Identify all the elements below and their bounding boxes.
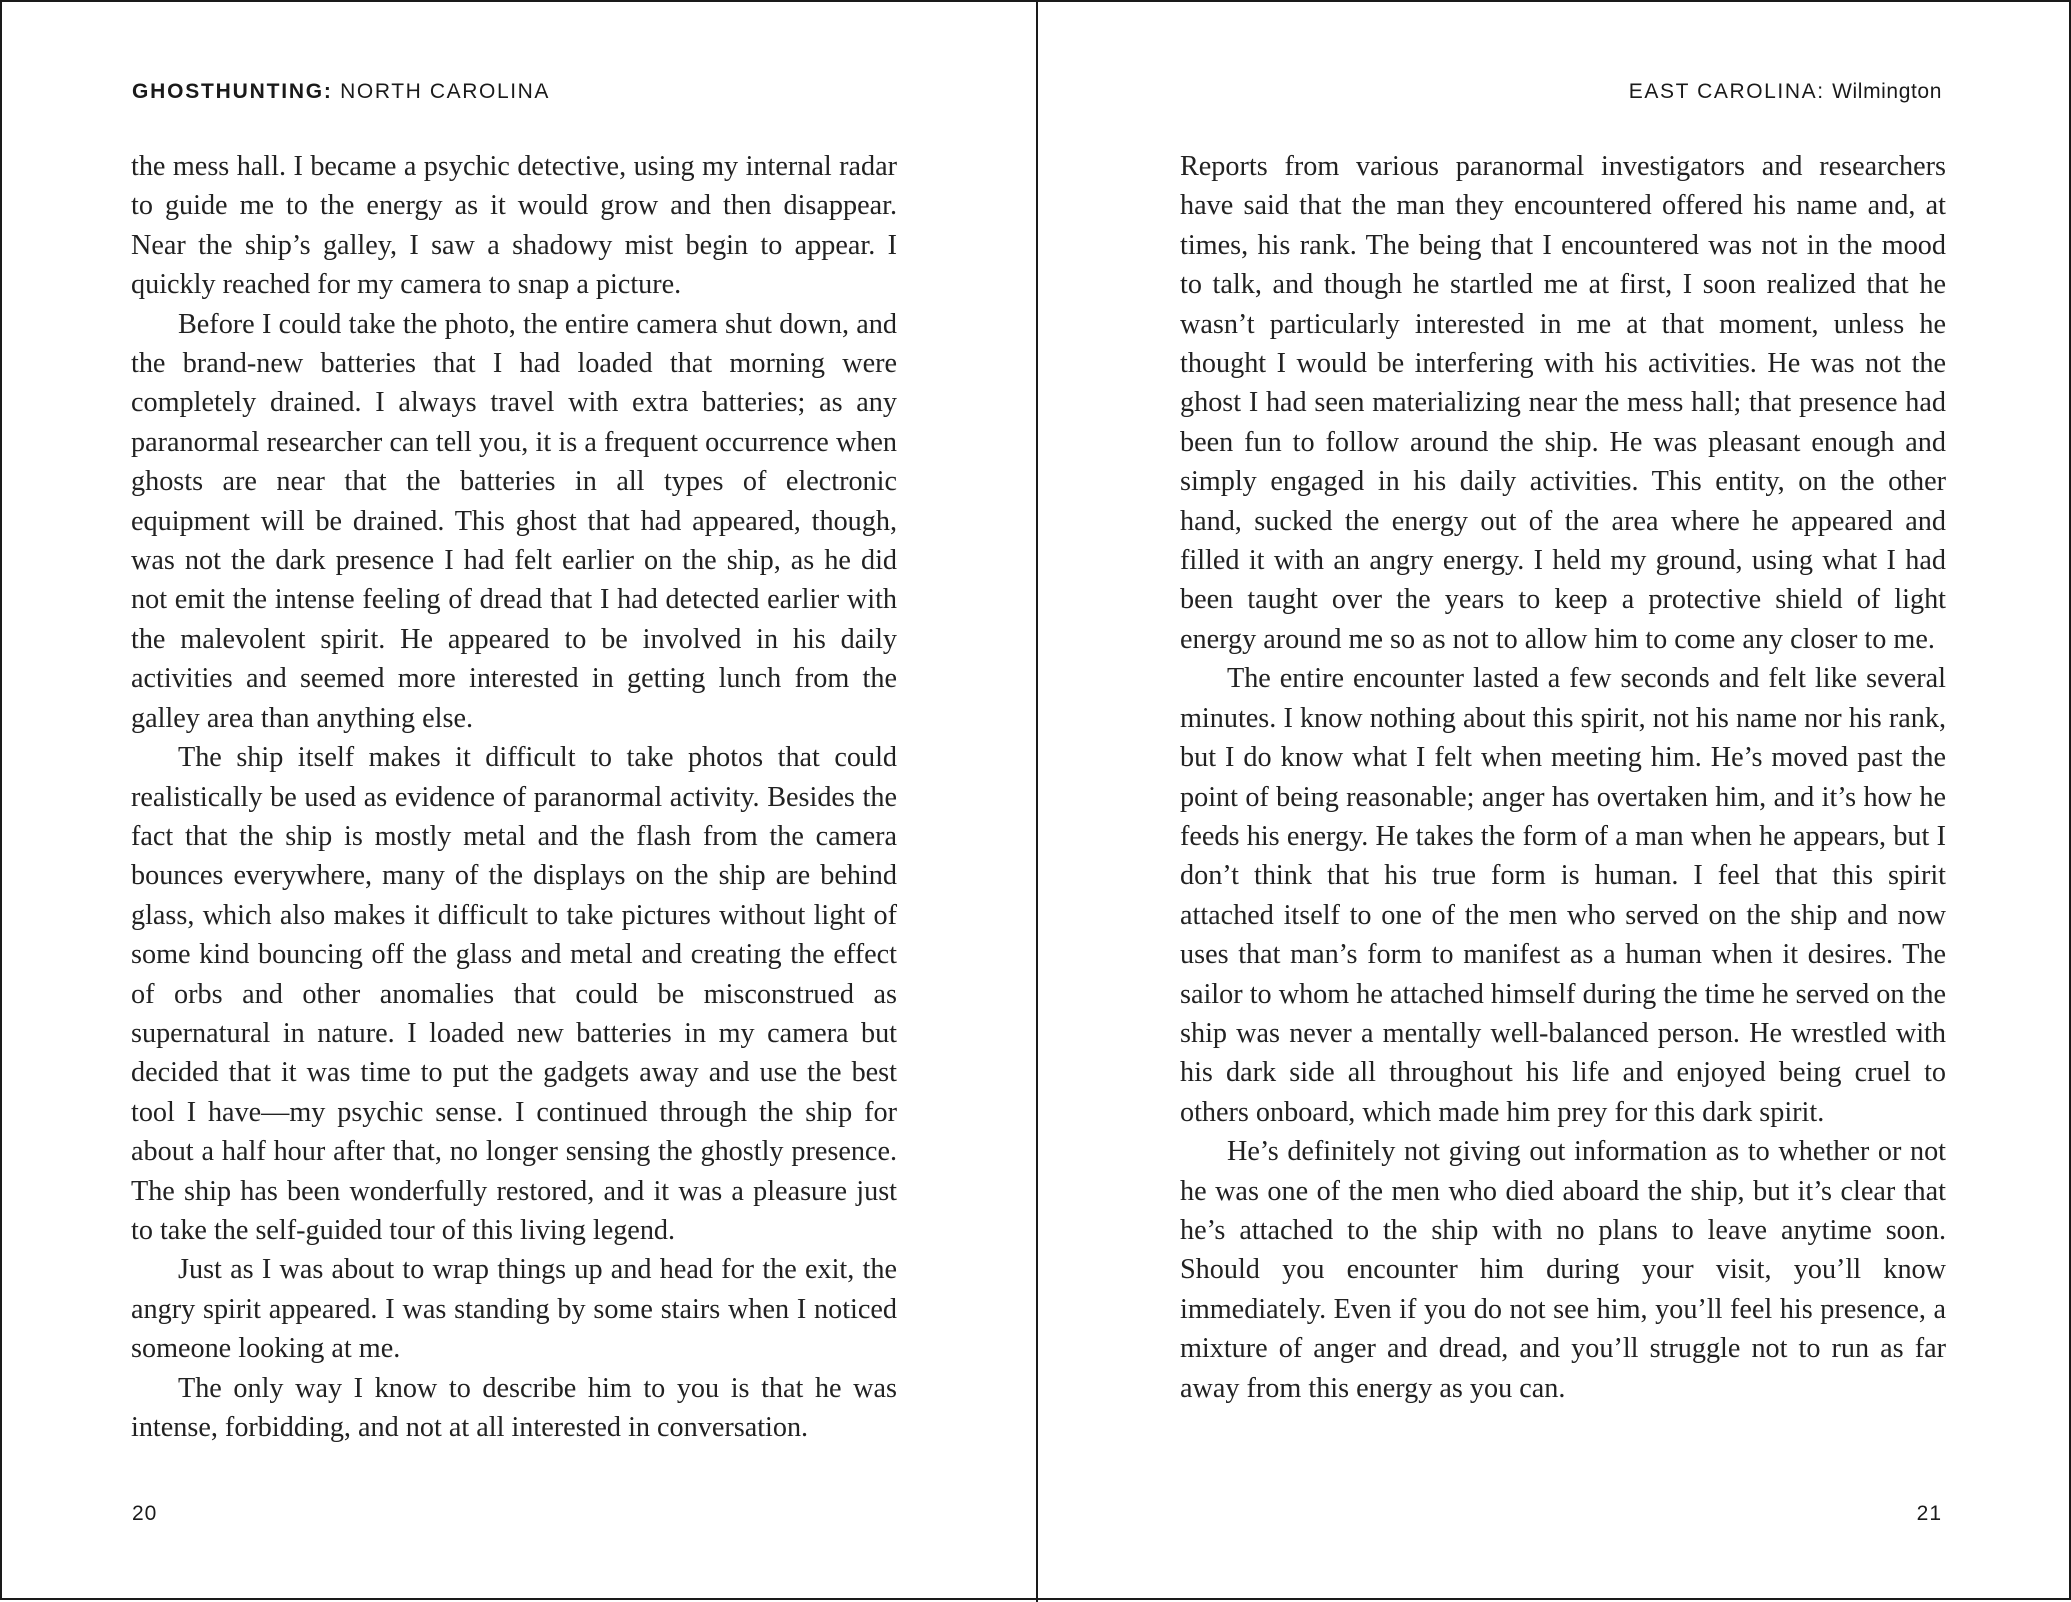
paragraph: The only way I know to describe him to you is that he was intense, forbidding, and not at all interested in conversation. xyxy=(131,1372,897,1443)
book-title: GHOSTHUNTING: xyxy=(132,80,333,103)
paragraph: He’s definitely not giving out information as to whether or not he was one of the men who died aboard the ship, but it’s clear that he’s attached to the ship with no plans to leave anytime soon. Should you encounter him during your visit, you’ll know immediately. Even if you do not see him, you’ll feel his presence, a mixture of anger and dread, and you’ll struggle not to run as far away from this energy as you can. xyxy=(1180,1136,1946,1404)
left-running-head xyxy=(132,80,550,104)
section-title: EAST CAROLINA: xyxy=(1628,80,1825,103)
left-body-text xyxy=(131,147,897,1447)
paragraph: Before I could take the photo, the entire camera shut down, and the brand-new batteries that I had loaded that morning were completely drained. I always travel with extra batteries; as any paranormal researcher can tell you, it is a frequent occurrence when ghosts are near that the batteries in all types of electronic equipment will be drained. This ghost that had appeared, though, was not the dark presence I had felt earlier on the ship, as he did not emit the intense feeling of dread that I had detected earlier with the malevolent spirit. He appeared to be involved in his daily activities and seemed more interested in getting lunch from the galley area than anything else. xyxy=(131,308,897,734)
page-number: 21 xyxy=(1916,1502,1942,1525)
book-region: NORTH CAROLINA xyxy=(340,80,551,103)
page-number: 20 xyxy=(132,1502,158,1525)
paragraph: Reports from various paranormal investigators and researchers have said that the man they encountered offered his name and, at times, his rank. The being that I encountered was not in the mood to talk, and though he startled me at first, I soon realized that he wasn’t particularly interested in me at that moment, unless he thought I would be interfering with his activities. He was not the ghost I had seen materializing near the mess hall; that presence had been fun to follow around the ship. He was pleasant enough and simply engaged in his daily activities. This entity, on the other hand, sucked the energy out of the area where he appeared and filled it with an angry energy. I held my ground, using what I had been taught over the years to keep a protective shield of light energy around me so as not to allow him to come any closer to me. xyxy=(1180,151,1946,655)
right-running-head xyxy=(1629,80,1942,104)
right-page xyxy=(1038,2,2071,1602)
paragraph: the mess hall. I became a psychic detective, using my internal radar to guide me to the energy as it would grow and then disappear. Near the ship’s galley, I saw a shadowy mist begin to appear. I quickly reached for my camera to snap a picture. xyxy=(131,151,897,301)
paragraph: The entire encounter lasted a few seconds and felt like several minutes. I know nothing about this spirit, not his name nor his rank, but I do know what I felt when meeting him. He’s moved past the point of being reasonable; anger has overtaken him, and it’s how he feeds his energy. He takes the form of a man when he appears, but I don’t think that his true form is human. I feel that this spirit attached itself to one of the men who served on the ship and now uses that man’s form to manifest as a human when it desires. The sailor to whom he attached himself during the time he served on the ship was never a mentally well-balanced person. He wrestled with his dark side all throughout his life and enjoyed being cruel to others onboard, which made him prey for this dark spirit. xyxy=(1180,663,1946,1128)
section-place: Wilmington xyxy=(1832,80,1942,103)
right-body-text xyxy=(1180,147,1946,1408)
left-page xyxy=(2,2,1036,1602)
paragraph: The ship itself makes it difficult to take photos that could realistically be used as evidence of paranormal activity. Besides the fact that the ship is mostly metal and the flash from the camera bounces everywhere, many of the displays on the ship are behind glass, which also makes it difficult to take pictures without light of some kind bouncing off the glass and metal and creating the effect of orbs and other anomalies that could be misconstrued as supernatural in nature. I loaded new batteries in my camera but decided that it was time to put the gadgets away and use the best tool I have—my psychic sense. I continued through the ship for about a half hour after that, no longer sensing the ghostly presence. The ship has been wonderfully restored, and it was a pleasure just to take the self-guided tour of this living legend. xyxy=(131,742,897,1246)
paragraph: Just as I was about to wrap things up and head for the exit, the angry spirit appeared. I was standing by some stairs when I noticed someone looking at me. xyxy=(131,1254,897,1365)
